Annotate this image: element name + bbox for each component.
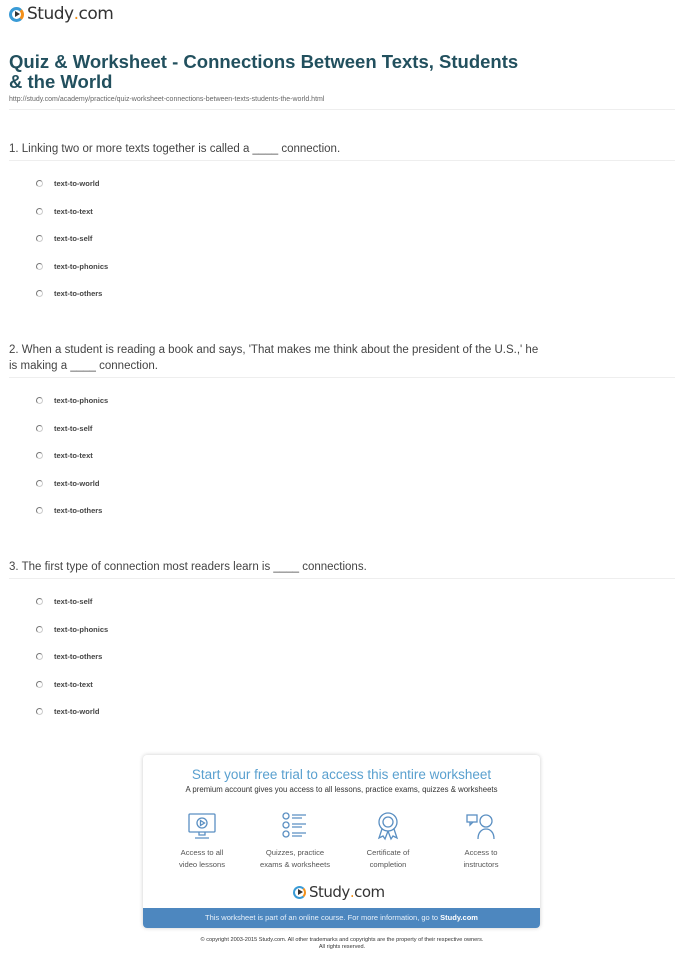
play-logo-icon: [293, 886, 306, 899]
answer-option[interactable]: [9, 671, 675, 699]
question-3: [9, 559, 675, 726]
promo-subtext: A premium account gives you access to all lessons, practice exams, quizzes & worksheets: [185, 785, 498, 794]
radio-button[interactable]: [36, 708, 43, 715]
answer-option[interactable]: [9, 643, 675, 671]
course-banner: This worksheet is part of an online course. For more information, go to Study.com: [143, 908, 540, 928]
radio-button[interactable]: [36, 208, 43, 215]
radio-button[interactable]: [36, 452, 43, 459]
page-title: Quiz & Worksheet - Connections Between Texts, Students & the World: [9, 51, 519, 92]
radio-button[interactable]: [36, 235, 43, 242]
divider: [9, 109, 675, 110]
answer-option[interactable]: [9, 253, 675, 281]
option-label: text-to-text: [54, 679, 93, 689]
feature-quizzes: Quizzes, practice exams & worksheets: [250, 811, 340, 871]
play-logo-icon: [9, 7, 24, 22]
option-label: text-to-self: [54, 597, 93, 607]
option-label: text-to-world: [54, 179, 100, 189]
answer-option[interactable]: [9, 616, 675, 644]
video-lesson-icon: [187, 811, 217, 841]
answer-option[interactable]: [9, 387, 675, 415]
answer-option[interactable]: [9, 442, 675, 470]
option-label: text-to-self: [54, 423, 93, 433]
option-label: text-to-world: [54, 707, 100, 717]
radio-button[interactable]: [36, 425, 43, 432]
radio-button[interactable]: [36, 180, 43, 187]
radio-button[interactable]: [36, 626, 43, 633]
answer-option[interactable]: [9, 698, 675, 726]
promo-heading[interactable]: Start your free trial to access this entire worksheet: [191, 767, 492, 782]
study-logo[interactable]: Study . com: [293, 883, 385, 901]
option-label: text-to-phonics: [54, 624, 109, 634]
option-label: text-to-others: [54, 289, 103, 299]
option-label: text-to-others: [54, 506, 103, 516]
question-text: 1. Linking two or more texts together is called a ____ connection.: [9, 143, 341, 155]
radio-button[interactable]: [36, 263, 43, 270]
option-label: text-to-self: [54, 234, 93, 244]
question-2: [9, 342, 675, 525]
answer-option[interactable]: [9, 497, 675, 525]
radio-button[interactable]: [36, 480, 43, 487]
option-label: text-to-others: [54, 652, 103, 662]
study-logo[interactable]: Study . com: [9, 4, 113, 24]
feature-instructors: Access to instructors: [436, 811, 526, 871]
answer-option[interactable]: [9, 198, 675, 226]
page-url: http://study.com/academy/practice/quiz-worksheet-connections-between-texts-students-the-world.html: [9, 96, 325, 103]
question-text: 3. The first type of connection most readers learn is ____ connections.: [9, 561, 367, 573]
feature-certificate: Certificate of completion: [343, 811, 433, 871]
radio-button[interactable]: [36, 653, 43, 660]
radio-button[interactable]: [36, 397, 43, 404]
answer-option[interactable]: [9, 280, 675, 308]
certificate-icon: [373, 811, 403, 841]
radio-button[interactable]: [36, 290, 43, 297]
promo-card: [143, 755, 540, 928]
answer-option[interactable]: [9, 415, 675, 443]
divider: [9, 377, 675, 378]
divider: [9, 578, 675, 579]
answer-option[interactable]: [9, 170, 675, 198]
question-text: 2. When a student is reading a book and says, 'That makes me think about the president of the U.S.,' he is making a ____ connection.: [9, 344, 539, 372]
radio-button[interactable]: [36, 507, 43, 514]
option-label: text-to-phonics: [54, 396, 109, 406]
radio-button[interactable]: [36, 598, 43, 605]
option-label: text-to-phonics: [54, 261, 109, 271]
answer-option[interactable]: [9, 588, 675, 616]
option-label: text-to-text: [54, 451, 93, 461]
quiz-list-icon: [280, 811, 310, 841]
study-link[interactable]: Study.com: [440, 913, 478, 922]
radio-button[interactable]: [36, 681, 43, 688]
feature-video-lessons: Access to all video lessons: [157, 811, 247, 871]
answer-option[interactable]: [9, 470, 675, 498]
answer-option[interactable]: [9, 225, 675, 253]
copyright: © copyright 2003-2015 Study.com. All other trademarks and copyrights are the property of their respective owners. All rights reserved.: [200, 937, 484, 950]
question-1: [9, 141, 675, 308]
option-label: text-to-text: [54, 206, 93, 216]
option-label: text-to-world: [54, 478, 100, 488]
divider: [9, 160, 675, 161]
instructor-icon: [466, 811, 496, 841]
